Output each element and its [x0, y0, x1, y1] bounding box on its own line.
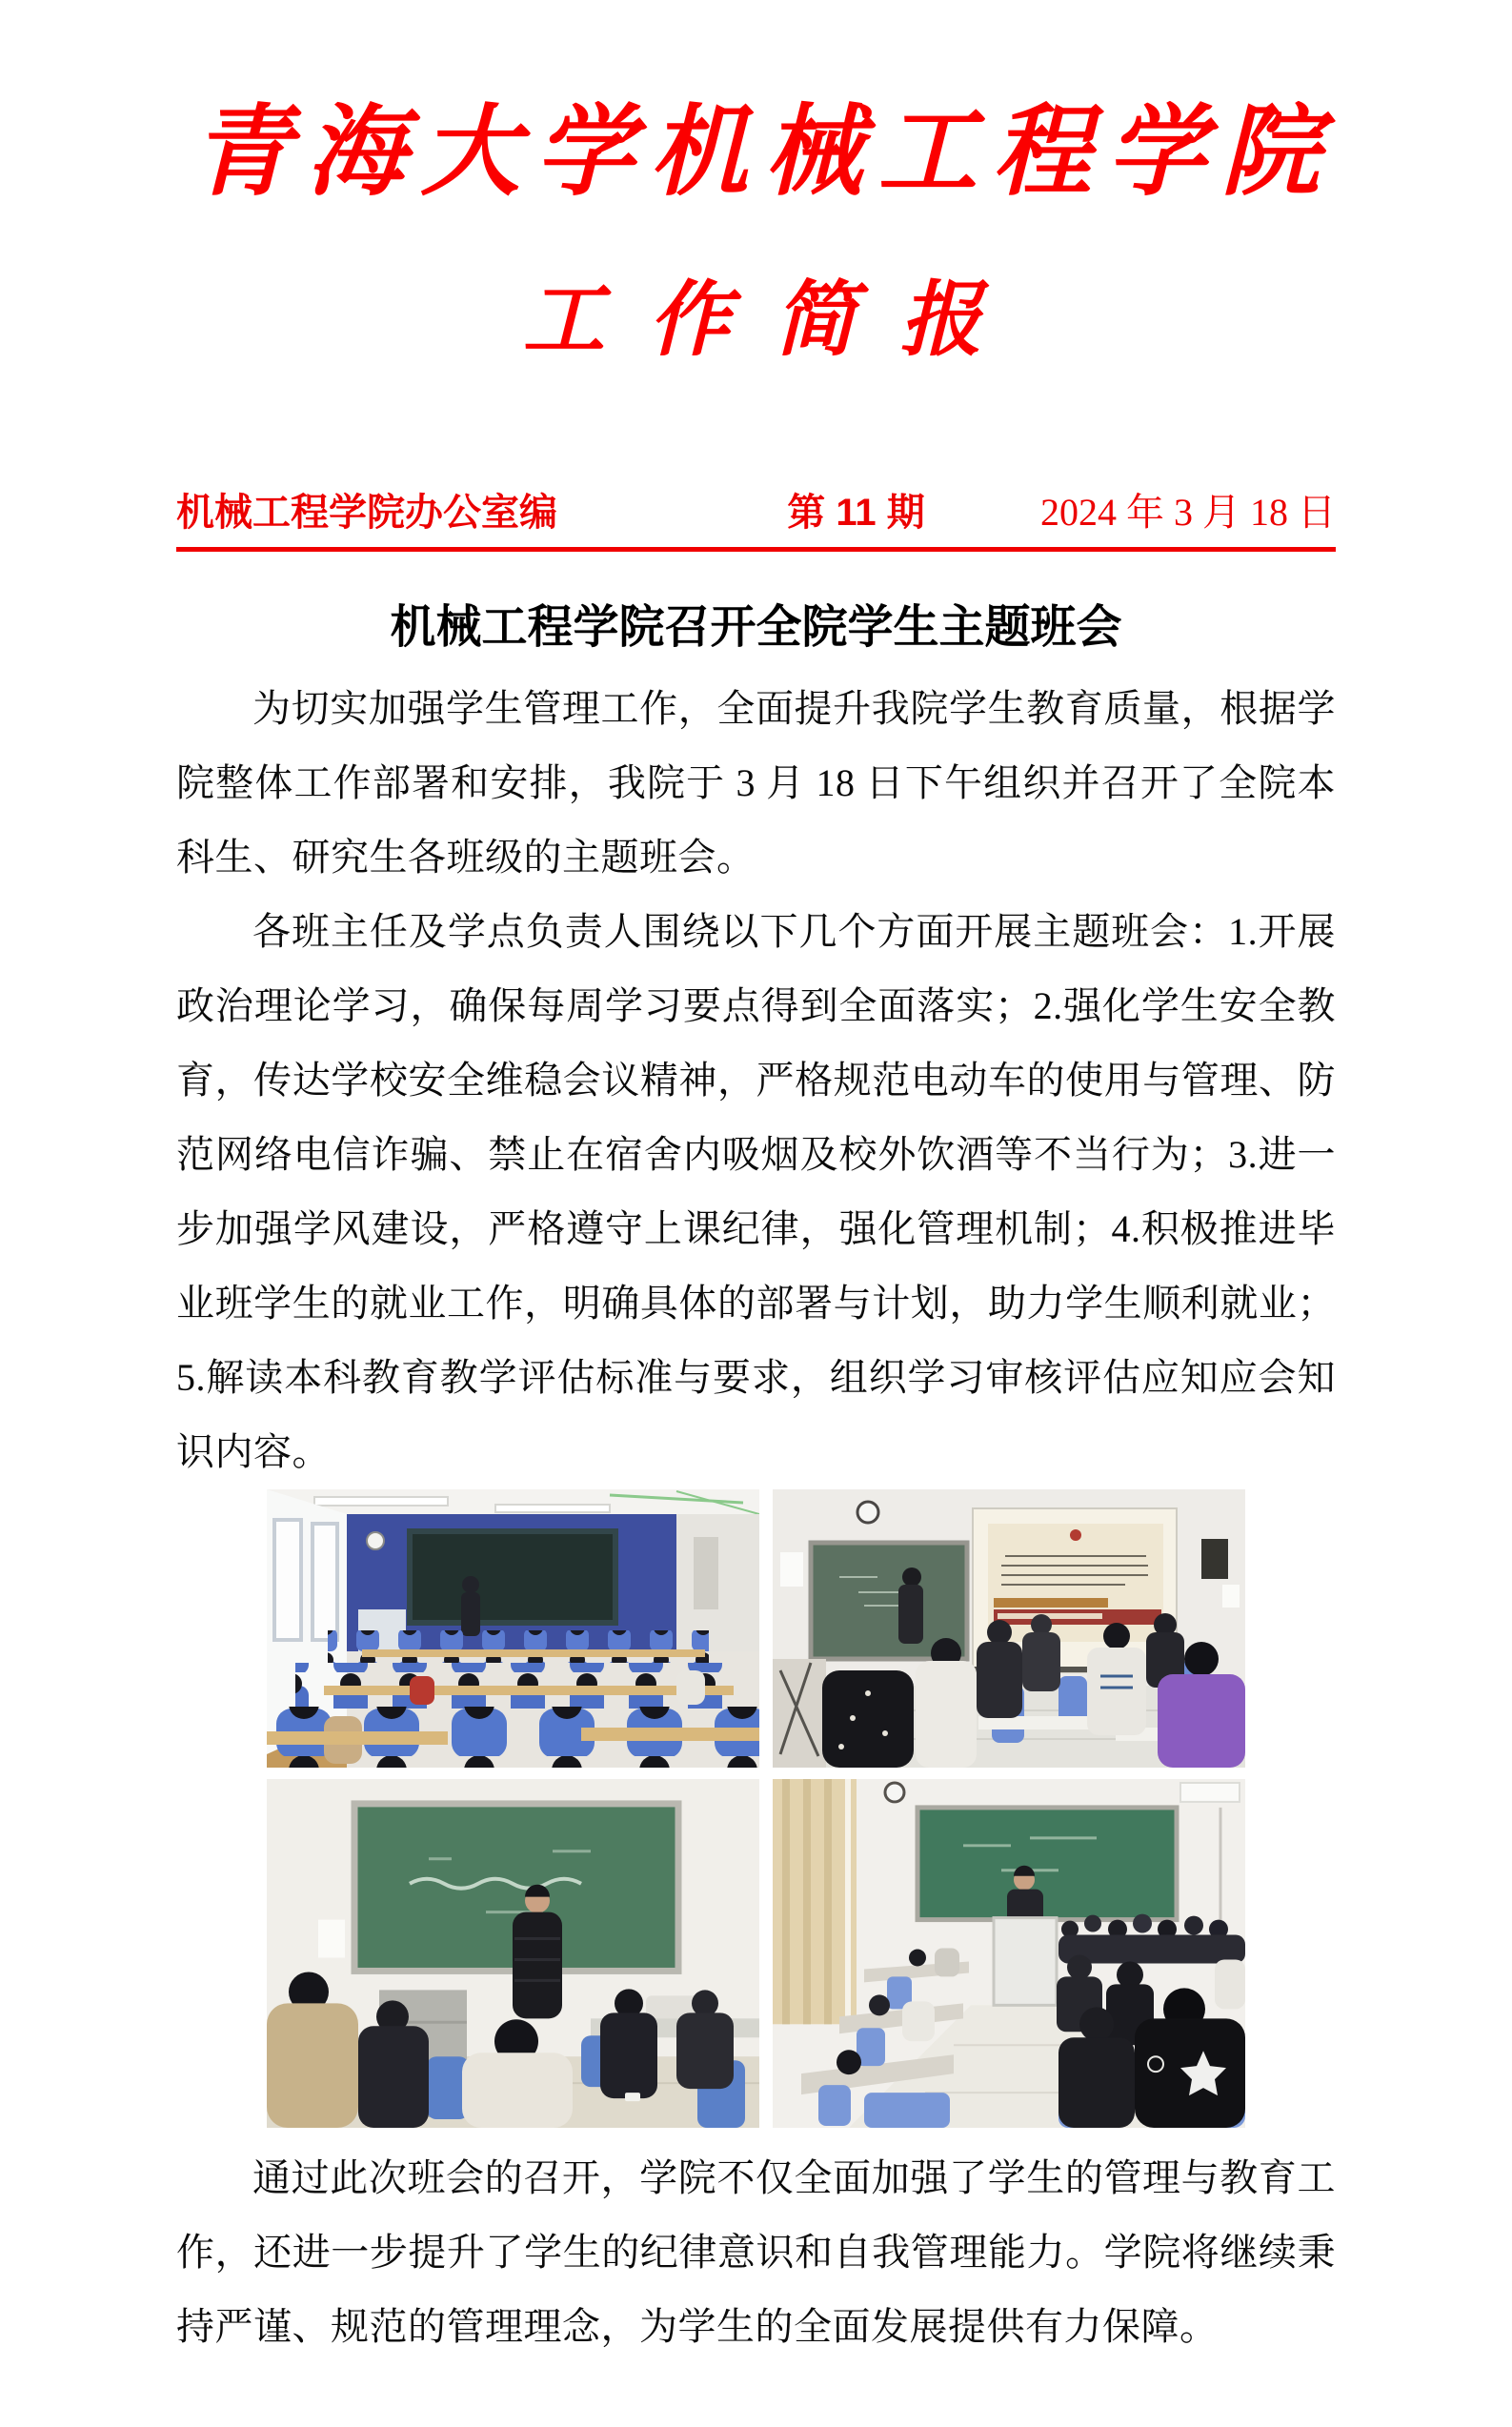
photo-chalkboard-teacher: [267, 1779, 759, 2128]
article-paragraph-1: 为切实加强学生管理工作，全面提升我院学生教育质量，根据学院整体工作部署和安排，我院于 3 月 18 日下午组织并召开了全院本科生、研究生各班级的主题班会。: [176, 687, 1336, 879]
teacher-figure: [461, 1592, 480, 1636]
bulletin-title: 工 作 简 报: [522, 272, 990, 368]
lecture-hall-scene: [267, 1489, 759, 1768]
photo-classroom-rear-view: [773, 1779, 1245, 2128]
red-divider: [176, 547, 1336, 552]
podium: [994, 1918, 1057, 2006]
teacher-figure: [513, 1912, 562, 2019]
article-paragraph-3: 通过此次班会的召开，学院不仅全面加强了学生的管理与教育工作，还进一步提升了学生的纪律意识和自我管理能力。学院将继续秉持严谨、规范的管理理念，为学生的全面发展提供有力保障。: [176, 2156, 1336, 2348]
publisher-label: 机械工程学院办公室编: [176, 492, 557, 534]
photo-projector-classroom: [773, 1489, 1245, 1768]
masthead: [176, 92, 1336, 552]
air-conditioner: [1180, 1783, 1240, 1802]
issue-date: 2024 年 3 月 18 日: [1039, 491, 1336, 534]
projector-classroom-scene: [773, 1489, 1245, 1768]
clock-icon: [367, 1532, 384, 1549]
photo-grid: [267, 1489, 1245, 2128]
chalkboard-teacher-scene: [267, 1779, 759, 2128]
classroom-rear-scene: [773, 1779, 1245, 2128]
masthead-info-row: [176, 490, 1336, 536]
photo-lecture-hall: [267, 1489, 759, 1768]
organization-title: 青海大学机械工程学院: [192, 92, 1336, 210]
clock-icon: [885, 1783, 904, 1802]
issue-number: 第 11 期: [787, 492, 925, 534]
clock-icon: [857, 1502, 878, 1523]
article: [176, 601, 1336, 2364]
article-headline: 机械工程学院召开全院学生主题班会: [390, 602, 1122, 653]
teacher-figure: [898, 1585, 923, 1644]
chalkboard: [410, 1531, 615, 1623]
article-paragraph-2: 各班主任及学点负责人围绕以下几个方面开展主题班会：1.开展政治理论学习，确保每周学习要点得到全面落实；2.强化学生安全教育，传达学校安全维稳会议精神，严格规范电动车的使用与管理、防范网络电信诈骗、禁止在宿舍内吸烟及校外饮酒等不当行为；3.进一步加强学风建设，严格遵守上课纪律，强化管理机制；4.积极推进毕业班学生的就业工作，明确具体的部署与计划，助力学生顺利就业；5.解读本科教育教学评估标准与要求，组织学习审核评估应知应会知识内容。: [176, 910, 1336, 1473]
chalkboard: [917, 1808, 1177, 1920]
